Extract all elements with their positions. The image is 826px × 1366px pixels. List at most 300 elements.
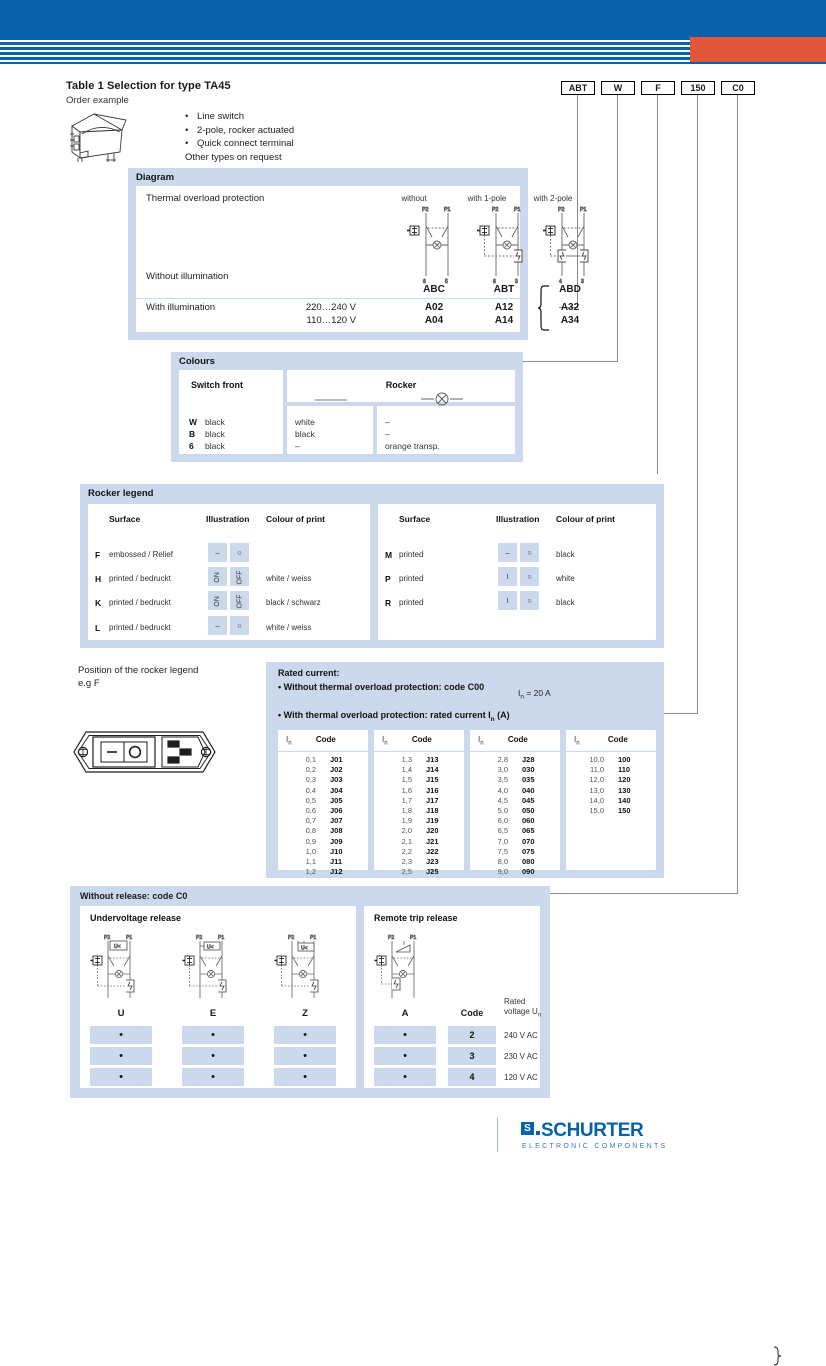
diagram-code-a12: A12 [494,302,514,313]
rated-current-code: 040 [522,785,535,795]
release-rated-voltage-line2: voltage U [504,1007,538,1016]
colours-row-key-w: W [189,417,198,427]
rated-current-row [382,775,458,785]
rocker-legend-illustration-r-left: I [498,591,517,610]
colours-rocker-plain-b: black [295,429,315,439]
rated-current-row [382,806,458,816]
rated-current-code: J07 [330,816,343,826]
rated-current-code: 050 [522,806,535,816]
diagram-code-a32: A32 [560,302,580,313]
rated-current-code: J21 [426,836,439,846]
rated-current-row [286,796,362,806]
rated-current-code: J14 [426,765,439,775]
header-orange-block [690,37,826,62]
release-code-row3: 4 [448,1068,496,1086]
position-legend-caption [78,664,198,690]
release-code-a: A [401,1008,409,1019]
rated-current-row [382,816,458,826]
rated-current-row [574,755,650,765]
rated-current-code: J17 [426,795,439,805]
rocker-legend-surface-f: embossed / Relief [109,550,174,559]
rated-current-row [478,847,554,857]
rocker-legend-colour-k: black / schwarz [266,598,321,607]
rated-current-value: 0,5 [305,795,316,805]
rocker-legend-surface-h: printed / bedruckt [109,574,171,583]
rated-current-value: 0,6 [305,806,316,816]
release-rated-voltage-line1: Rated [504,997,526,1006]
diagram-row-label-with-illumination: With illumination [146,302,216,313]
rocker-legend-illustration-f-left: – [208,543,227,562]
colours-rocker-plain-6: – [295,441,300,451]
release-code-row2: 3 [448,1047,496,1065]
leader-line-current [697,95,698,713]
rated-current-value: 10,0 [589,755,604,764]
rocker-legend-illustration-k-left: ON [208,591,227,610]
svg-text:U<: U< [207,944,214,951]
schematic-remote-trip-a [374,932,436,1004]
rated-current-value: 1,0 [305,846,316,856]
svg-text:P1: P1 [514,207,521,213]
rocker-legend-illustration-r-right: ○ [520,591,539,610]
feature-item: • Quick connect terminal [185,137,294,151]
rocker-legend-right-table [378,504,656,640]
svg-text:P1: P1 [310,935,317,941]
rated-current-value: 0,9 [305,836,316,846]
colours-panel [171,352,523,462]
rated-current-row [478,826,554,836]
diagram-code-abd: ABD [559,284,581,295]
rated-current-value: 4,5 [497,795,508,805]
order-code-box-colour[interactable]: W [601,81,635,95]
svg-text:P2: P2 [492,207,499,213]
rated-current-code: J20 [426,826,439,836]
rated-current-row [478,816,554,826]
schematic-with-1pole [476,204,534,284]
page-header-band [0,0,826,64]
logo-tagline: ELECTRONIC COMPONENTS [522,1143,668,1150]
release-dot-a-row1: • [374,1026,436,1044]
release-dot-a-row3: • [374,1068,436,1086]
svg-text:P2: P2 [196,935,203,941]
undervoltage-release-heading: Undervoltage release [90,913,182,923]
rated-current-code: 060 [522,816,535,826]
rated-current-code: J03 [330,775,343,785]
rated-current-col2-header [382,735,432,747]
rated-current-code: 110 [618,765,631,775]
rated-current-value: 11,0 [589,765,604,775]
leader-stub-colour [523,361,618,362]
rocker-legend-colour-r: black [556,598,575,607]
rocker-legend-left-header-surface: Surface [109,514,141,524]
svg-text:P1: P1 [218,935,225,941]
appliance-inlet-front-view [72,728,217,776]
rated-current-row [286,826,362,836]
rocker-legend-right-header-colour: Colour of print [556,514,616,524]
rated-current-value: 6,5 [497,826,508,836]
diagram-code-abt: ABT [493,284,515,295]
rated-current-code: J02 [330,765,343,775]
colours-title: Colours [179,356,215,367]
rated-current-i-sub-1: n [288,740,292,747]
colours-rocker-plain-w: white [295,417,315,427]
release-dot-z-row1: • [274,1026,336,1044]
rated-current-value: 2,5 [401,867,412,877]
rated-current-value: 15,0 [589,806,604,816]
rated-current-code: J09 [330,836,343,846]
release-dot-e-row1: • [182,1026,244,1044]
diagram-column-header-1pole: with 1-pole [467,194,507,203]
rated-current-value: 7,0 [497,836,508,846]
svg-text:6: 6 [493,279,496,284]
release-voltage-row2: 230 V AC [504,1052,538,1061]
svg-text:P2: P2 [422,207,429,213]
leader-line-legend [657,95,658,474]
rated-current-code: J18 [426,806,439,816]
svg-text:P1: P1 [444,207,451,213]
rated-current-title: Rated current: [278,668,340,678]
position-legend-line1: Position of the rocker legend [78,665,199,676]
rated-current-row [478,857,554,867]
release-dot-z-row2: • [274,1047,336,1065]
rated-current-row [382,786,458,796]
diagram-column-header-without: without [401,194,427,203]
feature-item: • 2-pole, rocker actuated [185,124,294,138]
release-dot-e-row2: • [182,1047,244,1065]
rocker-legend-surface-m: printed [399,550,424,559]
release-code-u: U [117,1008,125,1019]
rated-current-bullet-with-tail: (A) [494,710,510,720]
rated-current-value: 2,2 [401,846,412,856]
rated-current-row [382,867,458,877]
release-voltage-row1: 240 V AC [504,1031,538,1040]
rocker-legend-colour-p: white [556,574,575,583]
rated-current-col4-header [574,735,628,747]
diagram-row-label-thermal: Thermal overload protection [146,193,265,204]
rocker-legend-key-k: K [95,598,102,608]
rated-current-code: 045 [522,795,535,805]
rated-current-row [286,806,362,816]
rated-current-row [286,755,362,765]
rated-current-value: 0,7 [305,816,316,826]
rocker-legend-key-h: H [95,574,102,584]
diagram-code-a34: A34 [560,315,580,326]
colours-row-key-b: B [189,429,196,439]
rated-current-value: 1,8 [401,806,412,816]
colours-rocker-lamp-6: orange transp. [385,441,440,451]
release-title: Without release: code C0 [80,891,188,901]
leader-line-colour [617,95,618,361]
diagram-row-label-without-illumination: Without illumination [146,271,229,282]
rated-current-code: 130 [618,785,631,795]
header-blue-block [0,0,826,37]
rocker-legend-illustration-l-right: ○ [230,616,249,635]
rocker-legend-illustration-k-right: OFF [230,591,249,610]
rated-current-row [478,775,554,785]
colours-rocker-lamp-w: – [385,417,390,427]
rated-current-value: 2,0 [401,826,412,836]
rated-current-i-symbol-3: I [478,735,481,744]
rated-current-code: J12 [330,867,343,877]
rocker-switch-illustration [64,108,136,164]
colours-front-6: black [205,441,225,451]
rated-current-code: J22 [426,846,439,856]
rated-current-value: 5,0 [497,806,508,816]
rated-current-value: 0,2 [305,765,316,775]
release-rated-voltage-sub: n [537,1012,542,1019]
rated-current-code: 035 [522,775,535,785]
schematic-undervoltage-u [90,932,152,1004]
rated-current-value: 3,5 [497,775,508,785]
rated-current-table-2 [374,730,464,877]
rocker-legend-left-table [88,504,370,640]
rated-current-col1-header [286,735,336,747]
feature-note: Other types on request [185,151,282,163]
schematic-without-protection [406,204,464,284]
rated-current-value: 8,0 [497,857,508,867]
rated-current-table-3 [470,730,560,877]
svg-text:P2: P2 [288,935,295,941]
colours-header-rocker: Rocker [385,380,417,390]
rated-current-code-header-4: Code [607,735,628,744]
order-example-label: Order example [66,95,129,106]
rocker-legend-right-header-illustration: Illustration [496,514,540,524]
rated-current-code-header-2: Code [411,735,432,744]
rated-current-code: J10 [330,846,343,856]
rated-current-row [478,755,554,765]
rated-current-row [382,826,458,836]
rated-current-value: 13,0 [589,785,604,795]
rated-current-row [574,775,650,785]
rated-current-bullet-without: • Without thermal overload protection: code C00 [278,682,485,692]
colours-front-w: black [205,417,225,427]
rated-current-value: 4,0 [497,785,508,795]
rated-current-code: J28 [522,755,535,764]
rated-current-panel [266,662,664,878]
diagram-voltage-110: 110…120 V [306,315,356,326]
diagram-title: Diagram [136,172,175,183]
rated-current-value: 1,9 [401,816,412,826]
release-panel [70,886,550,1098]
release-dot-z-row3: • [274,1068,336,1086]
rated-current-code: J13 [426,755,439,764]
rated-current-code: 140 [618,795,631,805]
rated-current-row [382,847,458,857]
rocker-legend-key-l: L [95,623,101,633]
feature-bullet-list [185,110,294,164]
release-dot-e-row3: • [182,1068,244,1086]
rated-current-bullet-with-text: • With thermal overload protection: rated current I [278,710,491,720]
leader-stub-current [664,713,698,714]
diagram-voltage-220: 220…240 V [305,302,356,313]
rated-current-value: 12,0 [589,775,604,785]
rated-current-row [382,755,458,765]
order-code-box-current[interactable]: 150 [681,81,715,95]
rated-current-value: 1,1 [305,857,316,867]
rated-current-code: J06 [330,806,343,816]
rocker-legend-key-r: R [385,598,392,608]
rated-current-i-sub-3: n [480,740,484,747]
rocker-plain-icon [311,395,351,405]
svg-text:U<: U< [114,944,121,950]
logo-dot-icon [536,1131,540,1135]
rated-current-code: J05 [330,795,343,805]
rated-current-row [574,786,650,796]
rated-current-code: J04 [330,785,343,795]
rated-current-code: J19 [426,816,439,826]
rated-current-code: J11 [330,857,343,867]
rocker-legend-left-header-illustration: Illustration [206,514,250,524]
rated-current-i-symbol-4: I [574,735,577,744]
colours-row-key-6: 6 [189,441,194,451]
diagram-code-a02: A02 [424,302,444,313]
rated-current-value: 2,1 [401,836,412,846]
footer-logo [497,1118,797,1158]
order-code-box-type[interactable]: ABT [561,81,595,95]
rated-current-row [478,796,554,806]
rated-current-row [286,837,362,847]
rated-current-i-sub-4: n [576,740,580,747]
rated-current-value: 1,6 [401,785,412,795]
rated-current-code-header-1: Code [315,735,336,744]
position-legend-line2: e.g F [78,678,100,689]
rocker-legend-surface-p: printed [399,574,424,583]
rated-current-value: 1,2 [305,867,316,877]
release-code-column-header: Code [460,1008,484,1018]
rated-current-row [574,806,650,816]
svg-text:6: 6 [423,279,426,284]
rocker-legend-illustration-p-left: I [498,567,517,586]
logo-wordmark: SCHURTER [541,1120,644,1141]
rated-current-value: 1,4 [401,765,412,775]
rocker-legend-right-header-surface: Surface [399,514,431,524]
svg-text:P1: P1 [410,935,417,941]
rated-current-value: 6,0 [497,816,508,826]
rocker-legend-title: Rocker legend [88,488,154,499]
rocker-legend-illustration-h-left: ON [208,567,227,586]
rated-current-col3-header [478,735,528,747]
logo-divider [497,1118,498,1152]
rated-current-bullet-with-sub: n [490,715,495,723]
rated-current-code: 080 [522,857,535,867]
rocker-legend-illustration-m-right: ○ [520,543,539,562]
rocker-legend-key-m: M [385,550,393,560]
svg-text:P1: P1 [126,935,133,941]
release-dot-u-row1: • [90,1026,152,1044]
rated-current-value: 0,8 [305,826,316,836]
release-code-e: E [209,1008,217,1019]
rocker-legend-surface-l: printed / bedruckt [109,623,171,632]
rated-current-code: 100 [618,755,631,764]
rocker-legend-illustration-h-right: OFF [230,567,249,586]
rocker-legend-panel [80,484,664,648]
svg-text:P2: P2 [104,935,111,941]
svg-text:P1: P1 [580,207,587,213]
rated-current-i-sub-2: n [384,740,388,747]
rated-current-row [286,847,362,857]
colours-header-switch-front: Switch front [191,380,243,390]
svg-text:5: 5 [445,279,448,284]
order-code-box-legend[interactable]: F [641,81,675,95]
rocker-legend-illustration-p-right: ○ [520,567,539,586]
rated-current-row [286,857,362,867]
rated-current-value: 14,0 [589,795,604,805]
rated-current-value: 3,0 [497,765,508,775]
rated-current-row [574,765,650,775]
rocker-legend-surface-k: printed / bedruckt [109,598,171,607]
rated-current-code: J08 [330,826,343,836]
rated-current-value: 1,3 [401,755,412,764]
page-title: Table 1 Selection for type TA45 [66,80,231,92]
rated-current-row [286,786,362,796]
rated-current-code: J16 [426,785,439,795]
schematic-with-2pole [542,204,600,284]
release-dot-u-row2: • [90,1047,152,1065]
rated-current-code: 030 [522,765,535,775]
rated-current-code: 065 [522,826,535,836]
rated-current-code: J15 [426,775,439,785]
rated-current-value: 7,5 [497,846,508,856]
rated-current-row [382,857,458,867]
colours-rocker-lamp-b: – [385,429,390,439]
rocker-legend-colour-l: white / weiss [266,623,312,632]
remote-trip-release-heading: Remote trip release [374,913,458,923]
rated-current-code: J23 [426,857,439,867]
rated-current-row [286,765,362,775]
rocker-legend-illustration-l-left: – [208,616,227,635]
diagram-code-a04: A04 [424,315,444,326]
rated-current-code: 090 [522,867,535,877]
schematic-undervoltage-e [182,932,244,1004]
rated-current-row [382,837,458,847]
rated-current-row [478,837,554,847]
rated-current-row [286,775,362,785]
rated-current-code-header-3: Code [507,735,528,744]
rated-current-code: 075 [522,846,535,856]
rated-current-brace-icon [773,1346,782,1366]
rocker-legend-left-header-colour: Colour of print [266,514,326,524]
rated-current-code: J25 [426,867,439,877]
rocker-illuminated-icon [419,391,465,407]
leader-stub-release [550,893,738,894]
feature-item: • Line switch [185,110,294,124]
rated-current-row [478,786,554,796]
schurter-mark-icon: S [521,1122,534,1135]
rated-current-brace-note: $I_n = 20$ A [518,688,551,701]
rated-current-row [478,867,554,877]
colours-front-b: black [205,429,225,439]
rated-current-value: 9,0 [497,867,508,877]
release-dot-a-row2: • [374,1047,436,1065]
rated-current-i-symbol-2: I [382,735,385,744]
rocker-legend-illustration-f-right: ○ [230,543,249,562]
rated-current-row [382,765,458,775]
svg-text:U<: U< [301,945,308,952]
order-code-box-release[interactable]: C0 [721,81,755,95]
rocker-legend-surface-r: printed [399,598,424,607]
rocker-legend-key-f: F [95,550,101,560]
rated-current-code: 150 [618,806,631,816]
rated-current-bullet-with [278,710,510,723]
release-voltage-row3: 120 V AC [504,1073,538,1082]
rated-current-code: J01 [330,755,343,764]
rated-current-table-1 [278,730,368,877]
rocker-legend-illustration-m-left: – [498,543,517,562]
diagram-code-a14: A14 [494,315,514,326]
rated-current-code: 070 [522,836,535,846]
rated-current-row [382,796,458,806]
rated-current-value: 2,3 [401,857,412,867]
rated-current-row [286,816,362,826]
